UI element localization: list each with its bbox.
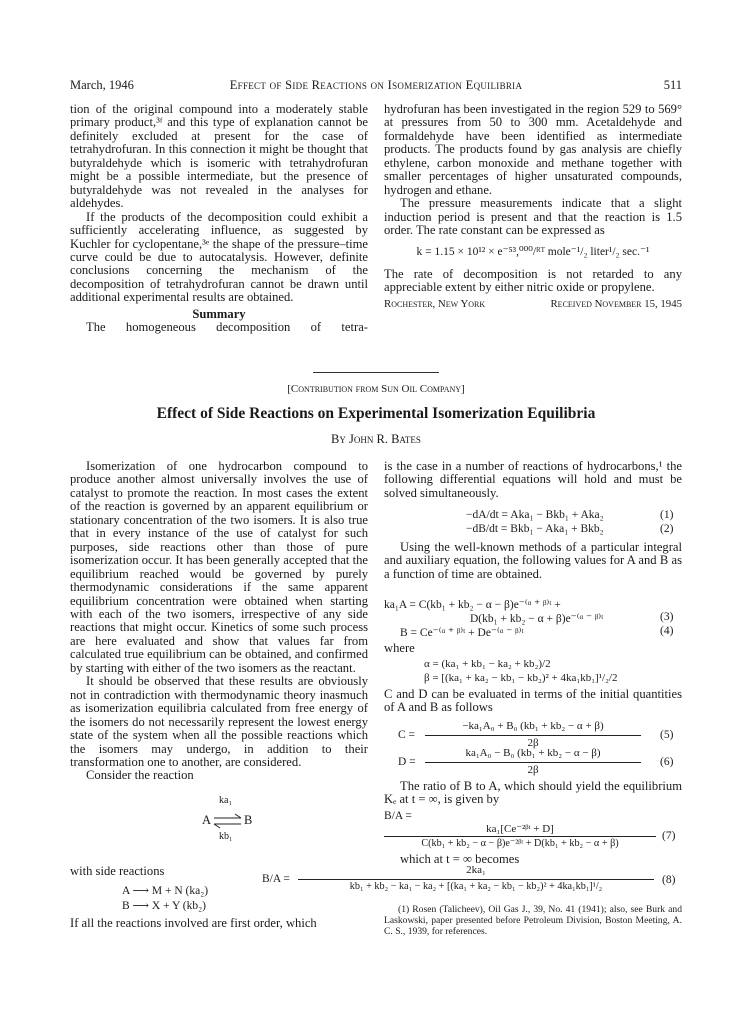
- equation-5-number: (5): [660, 729, 674, 741]
- rate-equation: k = 1.15 × 10¹² × e⁻⁵³,⁰⁰⁰/ᴿᵀ mole⁻¹/₂ liter¹/₂ sec.⁻¹: [416, 245, 650, 258]
- equation-7-denominator: C(kb₁ + kb₂ − α − β)e⁻²ᵝᵗ + D(kb₁ + kb₂ − α + β): [421, 838, 619, 849]
- equation-3b: D(kb₁ + kb₂ − α + β)e⁻⁽ᵅ ⁻ ᵝ⁾ᵗ: [470, 613, 604, 625]
- prev-signature: [384, 298, 682, 312]
- article-title: Effect of Side Reactions on Experimental Isomerization Equilibria: [156, 405, 596, 422]
- where-label: where: [384, 641, 415, 655]
- article-separator: [313, 372, 439, 373]
- equation-5-numerator: −ka₁A₀ + B₀ (kb₁ + kb₂ − α + β): [462, 720, 604, 732]
- equation-5-lhs: C =: [398, 729, 416, 741]
- equation-6-number: (6): [660, 756, 674, 768]
- prev-article-right-column: [384, 103, 682, 312]
- species-b: B: [244, 813, 253, 827]
- equation-7-number: (7): [662, 830, 676, 842]
- ratio-text: The ratio of B to A, which should yield the equilibrium Kₑ at t = ∞, is given by: [384, 779, 682, 807]
- article-paragraph: It should be observed that these results are obviously not in contradiction with thermodynamic theory inasmuch as isomerization equilibria calculated from free energy of the isomers do not necessarily represent the lowest energy state of the system when all the possible reactions which the isomers may undergo, in addition to their transformation one to another, are considered.: [70, 674, 368, 769]
- equation-3-number: (3): [660, 611, 674, 623]
- prev-location: Rochester, New York: [384, 297, 486, 310]
- equation-8-denominator: kb₁ + kb₂ − ka₁ − ka₂ + [(ka₁ + ka₂ − kb₁ − kb₂)² + 4ka₁kb₁]¹/₂: [349, 881, 603, 892]
- equation-2-number: (2): [660, 523, 674, 535]
- equation-7-fraction-bar: [384, 836, 656, 837]
- beta-definition: β = [(ka₁ + ka₂ − kb₁ − kb₂)² + 4ka₁kb₁]¹/₂/2: [424, 672, 618, 684]
- article-byline: By John R. Bates: [331, 432, 421, 446]
- species-a: A: [202, 813, 212, 827]
- equation-5-fraction-bar: [425, 735, 641, 736]
- using-methods-text: Using the well-known methods of a particular integral and auxiliary equation, the following values for A and B as a function of time are obtained.: [384, 540, 682, 581]
- which-at-infinity-text: which at t = ∞ becomes: [400, 852, 520, 866]
- side-reaction-1: A ⟶ M + N (ka₂): [122, 885, 209, 897]
- equation-3a: ka₁A = C(kb₁ + kb₂ − α − β)e⁻⁽ᵅ ⁺ ᵝ⁾ᵗ +: [384, 599, 561, 611]
- prev-conclusion: The rate of decomposition is not retarded to any appreciable extent by either nitric oxide or propylene.: [384, 266, 682, 295]
- header-date: March, 1946: [70, 78, 134, 92]
- cd-evaluation-text: C and D can be evaluated in terms of the initial quantities of A and B as follows: [384, 687, 682, 715]
- article-paragraph: Isomerization of one hydrocarbon compound to produce another almost universally involves the use of catalyst to promote the reaction. In most cases the extent of the reaction is governed by an apparent equilibrium or stationary concentration of the two isomers. It is also true that in every instance of the use of catalyst for such purposes, side reactions other than those of pure isomerization occur. It has been generally accepted that the equilibrium reached would be governed by purely thermodynamic considerations if the same apparent equilibrium concentration were obtained when starting with each of the two isomers, irrespective of any side reactions that might occur. Kinetics of some such process are here evaluated and show that values far from calculated true equilibrium can be obtained, and confirmed by starting with either of the two isomers as the reactant.: [70, 459, 368, 675]
- equation-1: −dA/dt = Aka₁ − Bkb₁ + Aka₂: [466, 509, 604, 521]
- header-page-number: 511: [663, 78, 682, 92]
- article-left-column: [70, 460, 368, 783]
- equation-6-lhs: D =: [398, 756, 416, 768]
- first-order-text: If all the reactions involved are first order, which: [70, 916, 317, 930]
- equation-4: B = Ce⁻⁽ᵅ ⁺ ᵝ⁾ᵗ + De⁻⁽ᵅ ⁻ ᵝ⁾ᵗ: [400, 627, 524, 639]
- equation-8-number: (8): [662, 874, 676, 886]
- equation-8-fraction-bar: [298, 879, 654, 880]
- equation-7-lhs: B/A =: [384, 810, 412, 822]
- prev-paragraph: tion of the original compound into a moderately stable primary product,³ᶠ and this type of explanation cannot be definitely excluded at present for the case of tetrahydrofuran. In this connection it might be thought that butyraldehyde which is isomeric with tetrahydrofuran might be a possible intermediate, but the presence of butyraldehyde was not revealed in the analyses for aldehydes.: [70, 102, 368, 211]
- prev-received: Received November 15, 1945: [550, 297, 682, 310]
- equilibrium-arrows-icon: [213, 810, 243, 832]
- equation-8-numerator: 2ka₁: [466, 864, 486, 876]
- summary-start: The homogeneous decomposition of tetra-: [86, 320, 368, 335]
- equation-5-denominator: 2β: [527, 737, 539, 749]
- prev-paragraph: The pressure measurements indicate that a slight induction period is present and that the reaction is 1.5 order. The rate constant can be expressed as: [384, 196, 682, 238]
- equation-6-denominator: 2β: [527, 764, 539, 776]
- reaction-scheme: [196, 795, 286, 850]
- side-reactions-label: with side reactions: [70, 864, 165, 878]
- k-backward-label: kb₁: [219, 831, 233, 842]
- side-reaction-2: B ⟶ X + Y (kb₂): [122, 900, 206, 912]
- alpha-definition: α = (ka₁ + kb₁ − ka₂ + kb₂)/2: [424, 658, 551, 670]
- footnote-1: (1) Rosen (Talicheev), Oil Gas J., 39, No. 41 (1941); also, see Burk and Laskowski, paper presented before Petroleum Division, Boston Meeting, A. C. S., 1939, for references.: [384, 904, 682, 937]
- equation-6-numerator: ka₁A₀ − B₀ (kb₁ + kb₂ − α − β): [465, 747, 601, 759]
- k-forward-label: ka₁: [219, 795, 232, 806]
- equation-7-numerator: ka₁[Ce⁻²ᵝᵗ + D]: [486, 823, 554, 835]
- equation-4-number: (4): [660, 625, 674, 637]
- contribution-line: [Contribution from Sun Oil Company]: [287, 383, 465, 395]
- equation-8-lhs: B/A =: [262, 873, 290, 885]
- prev-paragraph: If the products of the decomposition could exhibit a sufficiently accelerating influence, as suggested by Kuchler for cyclopentane,³ᵉ the shape of the pressure–time curve could be due to autocatalysis. However, definite conclusions concerning the mechanism of the decomposition of tetrahydrofuran cannot be drawn until additional experimental results are obtained.: [70, 209, 368, 305]
- article-right-intro: is the case in a number of reactions of hydrocarbons,¹ the following differential equations will hold and must be solved simultaneously.: [384, 459, 682, 500]
- article-paragraph: Consider the reaction: [86, 768, 194, 783]
- header-running-title: Effect of Side Reactions on Isomerization Equilibria: [229, 78, 523, 92]
- prev-article-left-column: [70, 103, 368, 335]
- equation-2: −dB/dt = Bkb₁ − Aka₁ + Bkb₂: [466, 523, 604, 535]
- equation-1-number: (1): [660, 509, 674, 521]
- equation-6-fraction-bar: [425, 762, 641, 763]
- prev-paragraph: hydrofuran has been investigated in the region 529 to 569° at pressures from 50 to 300 mm. Acetaldehyde and formaldehyde have been identified as intermediate products. The products found by gas analysis are chiefly ethylene, carbon monoxide and methane together with smaller percentages of higher unsaturated compounds, hydrogen and ethane.: [384, 102, 682, 197]
- summary-heading: Summary: [192, 306, 246, 321]
